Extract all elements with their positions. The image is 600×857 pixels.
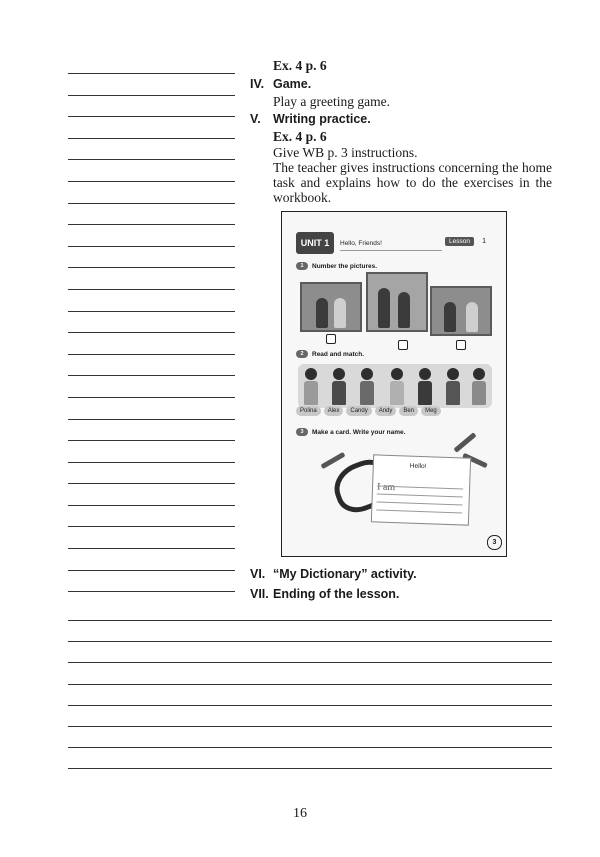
header-rule (340, 250, 442, 251)
note-line (68, 159, 235, 160)
note-line (68, 73, 235, 74)
writing-line (68, 705, 552, 706)
task-label: Make a card. Write your name. (312, 428, 406, 436)
note-line (68, 138, 235, 139)
child-figure (316, 298, 328, 328)
writing-text-2: The teacher gives instructions concerning the home task and explains how to do the exercises in the workbook. (273, 160, 552, 205)
child-figure (390, 368, 404, 406)
name-pill: Meg (421, 406, 441, 416)
task-label: Number the pictures. (312, 262, 378, 270)
note-line (68, 440, 235, 441)
workbook-page-number: 3 (487, 535, 502, 550)
name-pill: Candy (346, 406, 371, 416)
section-number: VII. (250, 587, 269, 601)
name-pill: Alex (324, 406, 344, 416)
child-figure (360, 368, 374, 406)
section-title: Writing practice. (273, 112, 371, 126)
note-line (68, 311, 235, 312)
lesson-number: 1 (482, 238, 486, 245)
workbook-page-image (281, 211, 507, 557)
writing-line (68, 641, 552, 642)
unit-badge: UNIT 1 (296, 232, 334, 254)
task-1 (296, 262, 377, 270)
note-line (68, 116, 235, 117)
writing-line (68, 620, 552, 621)
note-line (68, 397, 235, 398)
note-line (68, 332, 235, 333)
pencil-icon (320, 452, 345, 469)
note-line (68, 548, 235, 549)
children-illustration (298, 364, 492, 408)
child-figure (334, 298, 346, 328)
card-illustration (302, 438, 492, 552)
note-line (68, 483, 235, 484)
name-pill: Polina (296, 406, 321, 416)
note-line (68, 505, 235, 506)
note-line (68, 591, 235, 592)
section-game (250, 77, 552, 91)
name-card (371, 454, 471, 525)
note-line (68, 181, 235, 182)
exercise-ref: Ex. 4 p. 6 (273, 129, 327, 144)
section-title: Ending of the lesson. (273, 587, 400, 601)
card-iam: I am (376, 481, 396, 494)
note-line (68, 354, 235, 355)
card-greeting: Hello! (409, 462, 427, 471)
child-figure (418, 368, 432, 406)
child-figure (444, 302, 456, 332)
picture-2 (366, 272, 428, 332)
section-title: “My Dictionary” activity. (273, 567, 417, 581)
task-label: Read and match. (312, 350, 365, 358)
name-pill: Andy (375, 406, 397, 416)
child-figure (378, 288, 390, 328)
note-line (68, 95, 235, 96)
writing-lines (68, 620, 552, 790)
exercise-ref: Ex. 4 p. 6 (273, 58, 327, 73)
writing-line (376, 509, 462, 513)
picture-3 (430, 286, 492, 336)
note-line (68, 419, 235, 420)
workbook-title: Hello, Friends! (340, 240, 382, 247)
note-line (68, 375, 235, 376)
number-box (456, 340, 466, 350)
writing-line (68, 684, 552, 685)
task-2 (296, 350, 364, 358)
note-line (68, 570, 235, 571)
writing-text-1: Give WB p. 3 instructions. (273, 145, 418, 160)
note-line (68, 267, 235, 268)
writing-line (68, 662, 552, 663)
section-writing (250, 112, 552, 126)
task-3 (296, 428, 405, 436)
note-line (68, 203, 235, 204)
lesson-badge: Lesson (445, 237, 474, 246)
number-box (326, 334, 336, 344)
writing-line (377, 493, 463, 497)
section-title: Game. (273, 77, 312, 91)
task-number: 2 (296, 350, 308, 358)
child-figure (332, 368, 346, 406)
child-figure (446, 368, 460, 406)
page-number: 16 (293, 806, 307, 821)
child-figure (466, 302, 478, 332)
note-line (68, 462, 235, 463)
child-figure (472, 368, 486, 406)
number-box (398, 340, 408, 350)
section-ending (250, 587, 399, 601)
writing-line (68, 747, 552, 748)
section-number: IV. (250, 77, 265, 91)
section-number: VI. (250, 567, 266, 581)
note-line (68, 526, 235, 527)
note-line (68, 246, 235, 247)
section-number: V. (250, 112, 261, 126)
child-figure (398, 292, 410, 328)
writing-line (377, 501, 463, 505)
name-pills (296, 406, 441, 416)
task-number: 1 (296, 262, 308, 270)
pencil-icon (453, 432, 476, 453)
margin-note-lines (68, 73, 235, 613)
task-number: 3 (296, 428, 308, 436)
writing-line (68, 726, 552, 727)
lesson-plan (250, 58, 552, 205)
child-figure (304, 368, 318, 406)
game-text: Play a greeting game. (273, 94, 390, 109)
name-pill: Ben (399, 406, 418, 416)
note-line (68, 289, 235, 290)
section-dictionary (250, 567, 417, 581)
workbook-header (296, 226, 492, 256)
writing-line (68, 768, 552, 769)
picture-1 (300, 282, 362, 332)
note-line (68, 224, 235, 225)
